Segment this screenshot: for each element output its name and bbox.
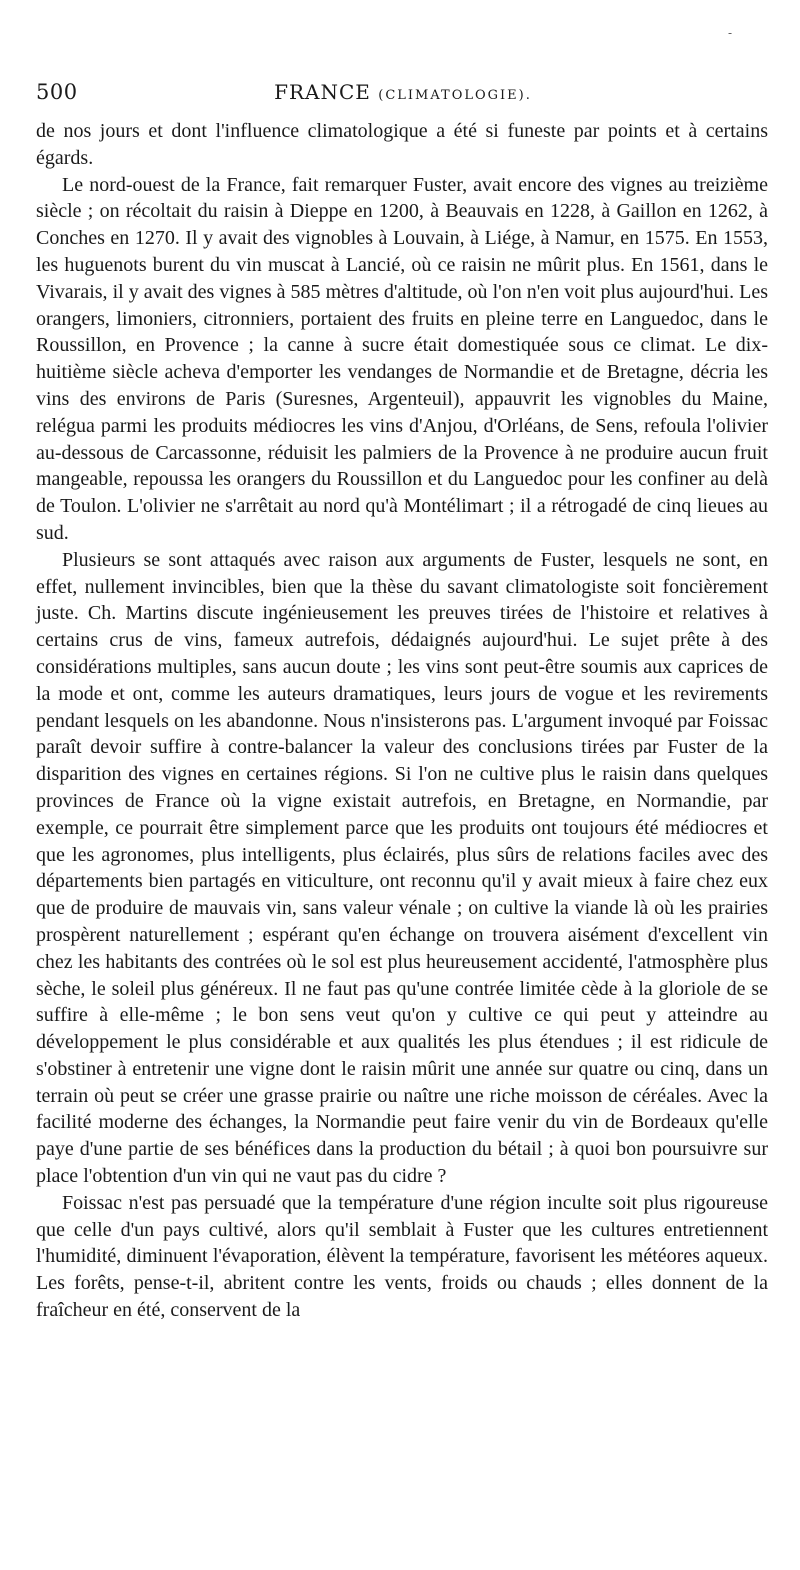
paragraph-arguments: Plusieurs se sont attaqués avec raison aux arguments de Fuster, lesquels ne sont, en effet, nullement invincibles, bien que la thèse du savant climatologiste soit foncièrement juste. Ch. Martins discute ingénieusement les preuves tirées de l'histoire et relatives à certains crus de vins, fameux autrefois, dédaignés aujourd'hui. Le sujet prête à des considérations multiples, sans aucun doute ; les vins sont peut-être soumis aux caprices de la mode et ont, comme les auteurs dramatiques, leurs jours de vogue et les revirements pendant lesquels on les abandonne. Nous n'insisterons pas. L'argument invoqué par Foissac paraît devoir suffire à contre-balancer la valeur des conclusions tirées par Fuster de la disparition des vignes en certaines régions. Si l'on ne cultive plus le raisin dans quelques provinces de France où la vigne existait autrefois, en Bretagne, en Normandie, par exemple, ce pourrait être simplement parce que les produits ont toujours été médiocres et que les agronomes, plus intelligents, plus éclairés, plus sûrs de relations faciles avec des départements bien partagés en viticulture, ont reconnu qu'il y avait mieux à faire chez eux que de produire de mauvais vin, sans valeur vénale ; on cultive la viande là où les prairies prospèrent naturellement ; espérant qu'en échange on trouvera aisément d'excellent vin chez les habitants des contrées où le sol est plus heureusement accidenté, l'atmosphère plus sèche, le soleil plus généreux. Il ne faut pas qu'une contrée limitée cède à la gloriole de se suffire à elle-même ; le bon sens veut qu'on y cultive ce qui peut y atteindre au développement le plus considérable et aux qualités les plus étendues ; il est ridicule de s'obstiner à entretenir une vigne dont le raisin mûrit une année sur quatre ou cinq, dans un terrain où peut se créer une grasse prairie ou naître une riche moisson de céréales. Avec la facilité moderne des échanges, la Normandie peut faire venir du vin de Bordeaux qu'elle paye d'une partie de ses bénéfices dans la production du bétail ; à quoi bon poursuivre sur place l'obtention d'un vin qui ne vaut pas du cidre ? <box>36 548 768 1188</box>
header-title <box>36 80 770 104</box>
running-head <box>36 80 770 114</box>
page-number: 500 <box>36 80 78 104</box>
paragraph-fuster-northwest: Le nord-ouest de la France, fait remarquer Fuster, avait encore des vignes au treizième siècle ; on récoltait du raisin à Dieppe en 1200, à Beauvais en 1228, à Gaillon en 1262, à Conches en 1270. Il y avait des vignobles à Louvain, à Liége, à Namur, en 1575. En 1553, les huguenots burent du vin muscat à Lancié, où ce raisin ne mûrit plus. En 1561, dans le Vivarais, il y avait des vignes à 585 mètres d'altitude, où l'on n'en voit plus aujourd'hui. Les orangers, limoniers, citronniers, portaient des fruits en pleine terre en Languedoc, dans le Roussillon, en Provence ; la canne à sucre était domestiquée sous ce climat. Le dix-huitième siècle acheva d'emporter les vendanges de Normandie et de Bretagne, décria les vins des environs de Paris (Suresnes, Argenteuil), appauvrit les vignobles du Maine, relégua parmi les produits médiocres les vins d'Anjou, d'Orléans, de Sens, refoula l'olivier au-dessous de Carcassonne, réduisit les palmiers de la Provence à ne produire aucun fruit mangeable, repoussa les orangers du Roussillon et du Languedoc pour les confiner au delà de Toulon. L'olivier ne s'arrêtait au nord qu'à Montélimart ; il a rétrogadé de cinq lieues au sud. <box>36 173 768 544</box>
header-subtitle: (CLIMATOLOGIE). <box>378 88 532 103</box>
header-title-main: FRANCE <box>274 80 371 104</box>
corner-mark: - <box>728 26 733 40</box>
paragraph-continuation: de nos jours et dont l'influence climatologique a été si funeste par points et à certains égards. <box>36 120 768 169</box>
body-text <box>36 118 768 1324</box>
paragraph-foissac: Foissac n'est pas persuadé que la température d'une région inculte soit plus rigoureuse que celle d'un pays cultivé, alors qu'il semblait à Fuster que les cultures entretiennent l'humidité, diminuent l'évaporation, élèvent la température, favorisent les météores aqueux. Les forêts, pense-t-il, abritent contre les vents, froids ou chauds ; elles donnent de la fraîcheur en été, conservent de la <box>36 1191 768 1322</box>
